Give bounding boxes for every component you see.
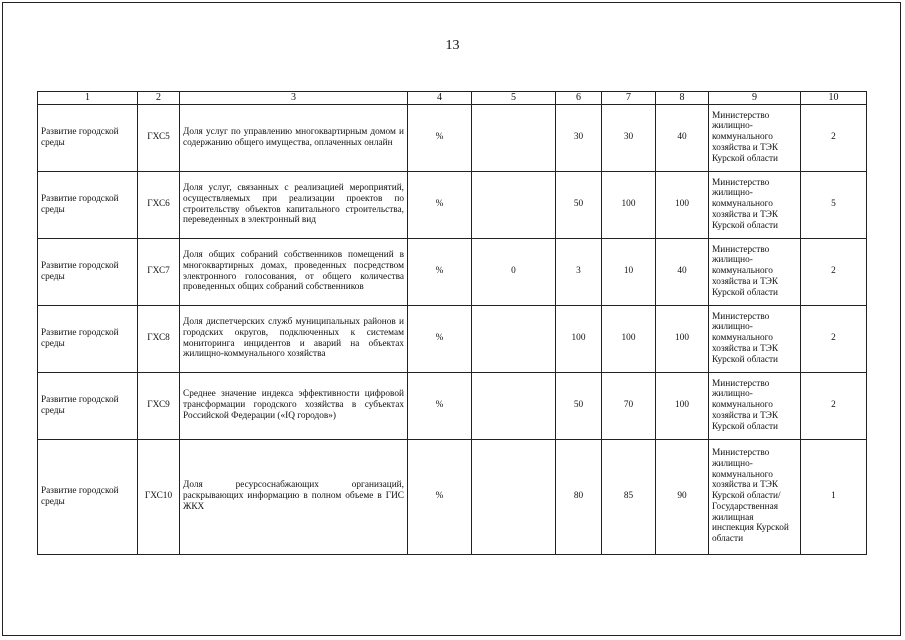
col5-cell — [472, 439, 556, 554]
theme-cell: Развитие городской среды — [38, 372, 138, 439]
table-row — [38, 104, 867, 171]
col10-cell: 5 — [801, 171, 867, 238]
unit-cell: % — [408, 305, 472, 372]
col10-cell: 2 — [801, 305, 867, 372]
table-row — [38, 171, 867, 238]
responsible-org-cell: Министерство жилищно-коммунального хозяйства и ТЭК Курской области — [709, 372, 801, 439]
responsible-org-cell: Министерство жилищно-коммунального хозяйства и ТЭК Курской области — [709, 305, 801, 372]
responsible-org-cell: Министерство жилищно-коммунального хозяйства и ТЭК Курской области — [709, 171, 801, 238]
col7-cell: 85 — [602, 439, 656, 554]
unit-cell: % — [408, 171, 472, 238]
col10-cell: 1 — [801, 439, 867, 554]
theme-cell: Развитие городской среды — [38, 305, 138, 372]
col5-cell — [472, 171, 556, 238]
responsible-org-cell: Министерство жилищно-коммунального хозяйства и ТЭК Курской области — [709, 238, 801, 305]
header-row — [38, 92, 867, 105]
unit-cell: % — [408, 439, 472, 554]
col6-cell: 50 — [556, 372, 602, 439]
theme-cell: Развитие городской среды — [38, 238, 138, 305]
unit-cell: % — [408, 372, 472, 439]
col7-cell: 30 — [602, 104, 656, 171]
col6-cell: 80 — [556, 439, 602, 554]
col8-cell: 100 — [656, 372, 709, 439]
table-row — [38, 238, 867, 305]
col5-cell — [472, 305, 556, 372]
code-cell: ГХС9 — [138, 372, 180, 439]
col7-cell: 100 — [602, 305, 656, 372]
column-header: 10 — [801, 92, 867, 105]
unit-cell: % — [408, 104, 472, 171]
responsible-org-cell: Министерство жилищно-коммунального хозяйства и ТЭК Курской области/ Государственная жилищная инспекция Курской области — [709, 439, 801, 554]
description-cell: Доля услуг по управлению многоквартирным домом и содержанию общего имущества, оплаченных онлайн — [180, 104, 408, 171]
col7-cell: 70 — [602, 372, 656, 439]
table-row — [38, 372, 867, 439]
col6-cell: 50 — [556, 171, 602, 238]
description-cell: Доля диспетчерских служб муниципальных районов и городских округов, подключенных к системам мониторинга инцидентов и аварий на объектах жилищно-коммунального хозяйства — [180, 305, 408, 372]
description-cell: Среднее значение индекса эффективности цифровой трансформации городского хозяйства в субъектах Российской Федерации («IQ городов») — [180, 372, 408, 439]
col5-cell — [472, 104, 556, 171]
col7-cell: 10 — [602, 238, 656, 305]
col10-cell: 2 — [801, 372, 867, 439]
column-header: 7 — [602, 92, 656, 105]
col7-cell: 100 — [602, 171, 656, 238]
column-header: 4 — [408, 92, 472, 105]
col5-cell: 0 — [472, 238, 556, 305]
col6-cell: 100 — [556, 305, 602, 372]
description-cell: Доля услуг, связанных с реализацией мероприятий, осуществляемых при реализации проектов по строительству объектов капитального строительства, переведенных в электронный вид — [180, 171, 408, 238]
theme-cell: Развитие городской среды — [38, 171, 138, 238]
col10-cell: 2 — [801, 104, 867, 171]
code-cell: ГХС8 — [138, 305, 180, 372]
theme-cell: Развитие городской среды — [38, 439, 138, 554]
theme-cell: Развитие городской среды — [38, 104, 138, 171]
col6-cell: 30 — [556, 104, 602, 171]
description-cell: Доля общих собраний собственников помещений в многоквартирных домах, проведенных посредством электронного голосования, от общего количества проведенных общих собраний собственников — [180, 238, 408, 305]
column-header: 5 — [472, 92, 556, 105]
code-cell: ГХС7 — [138, 238, 180, 305]
col6-cell: 3 — [556, 238, 602, 305]
column-header: 1 — [38, 92, 138, 105]
indicators-table — [37, 91, 867, 555]
description-cell: Доля ресурсоснабжающих организаций, раскрывающих информацию в полном объеме в ГИС ЖКХ — [180, 439, 408, 554]
col5-cell — [472, 372, 556, 439]
table-row — [38, 305, 867, 372]
column-header: 2 — [138, 92, 180, 105]
column-header: 3 — [180, 92, 408, 105]
code-cell: ГХС10 — [138, 439, 180, 554]
column-header: 8 — [656, 92, 709, 105]
responsible-org-cell: Министерство жилищно-коммунального хозяйства и ТЭК Курской области — [709, 104, 801, 171]
col8-cell: 100 — [656, 305, 709, 372]
column-header: 9 — [709, 92, 801, 105]
table-row — [38, 439, 867, 554]
col8-cell: 90 — [656, 439, 709, 554]
col8-cell: 40 — [656, 104, 709, 171]
code-cell: ГХС5 — [138, 104, 180, 171]
column-header: 6 — [556, 92, 602, 105]
col10-cell: 2 — [801, 238, 867, 305]
code-cell: ГХС6 — [138, 171, 180, 238]
col8-cell: 40 — [656, 238, 709, 305]
page-number: 13 — [445, 38, 460, 53]
col8-cell: 100 — [656, 171, 709, 238]
unit-cell: % — [408, 238, 472, 305]
